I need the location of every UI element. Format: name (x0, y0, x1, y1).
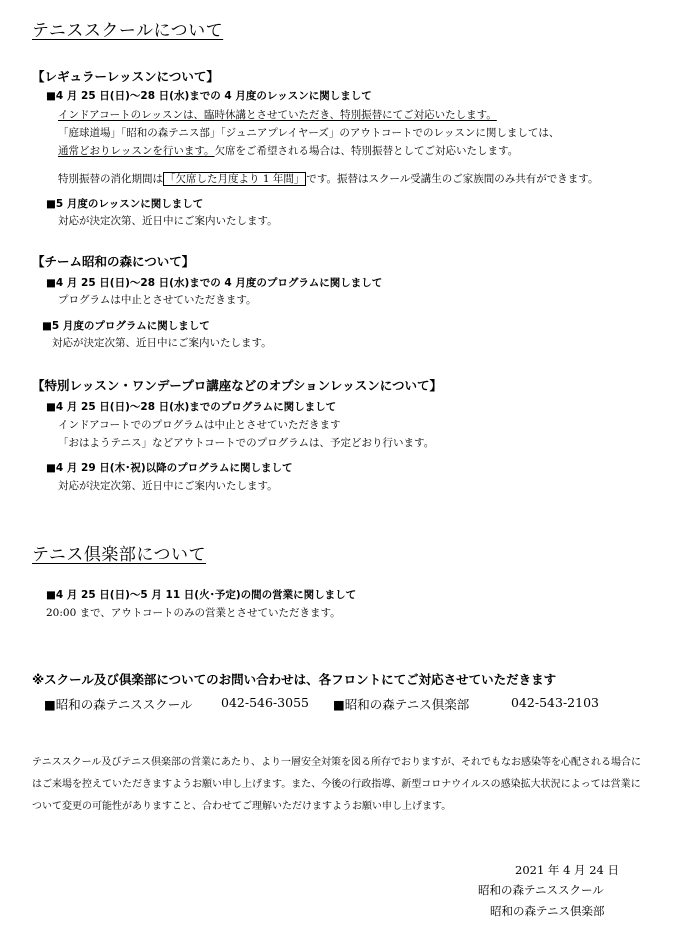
club-subheading: ■4 月 25 日(日)～5 月 11 日(火･予定)の間の営業に関しまして (46, 589, 357, 601)
contact-school-phone[interactable]: 042-546-3055 (221, 695, 309, 710)
regular-april-line4 (58, 171, 598, 186)
team-april-line: プログラムは中止とさせていただきます。 (58, 294, 257, 306)
transfer-period-highlight: 「欠席した月度より 1 年間」 (165, 173, 305, 185)
contact-club-name: ■昭和の森テニス倶楽部 (333, 697, 470, 712)
club-heading: テニス倶楽部について (32, 545, 206, 565)
regular-april-line3-rest: 欠席をご希望される場合は、特別振替としてご対応いたします。 (214, 145, 519, 157)
signature-club: 昭和の森テニス倶楽部 (490, 904, 605, 918)
regular-april-line3-underlined: 通常どおりレッスンを行います。 (58, 145, 215, 157)
option-april-subheading: ■4 月 25 日(日)～28 日(水)までのプログラムに関しまして (46, 401, 337, 413)
regular-may-line: 対応が決定次第、近日中にご案内いたします。 (58, 215, 278, 227)
option-april-line2: 「おはようテニス」などアウトコートでのプログラムは、予定どおり行います。 (58, 437, 435, 449)
team-may-subheading: ■5 月度のプログラムに関しまして (42, 320, 210, 332)
regular-april-line4-post: です。振替はスクール受講生のご家族間のみ共有ができます。 (306, 173, 599, 185)
regular-april-line2: 「庭球道場」「昭和の森テニス部」「ジュニアプレイヤーズ」のアウトコートでのレッスンに関しましては、 (58, 127, 560, 139)
regular-april-line4-pre: 特別振替の消化期間は (58, 173, 163, 185)
regular-april-line1: インドアコートのレッスンは、臨時休講とさせていただき、特別振替にてご対応いたします。 (58, 109, 497, 121)
regular-lesson-title: 【レギュラーレッスンについて】 (32, 69, 219, 84)
team-title: 【チーム昭和の森について】 (32, 254, 195, 269)
notice-paragraph: テニススクール及びテニス倶楽部の営業にあたり、より一層安全対策を図る所存でおりますが、それでもなお感染等を心配される場合にはご来場を控えていただきますようお願い申し上げます。また、今後の行政指導、新型コロナウイルスの感染拡大状況によっては営業について変更の可能性がありますこと、合わせてご理解いただけますようお願い申し上げます。 (32, 757, 641, 812)
team-may-line: 対応が決定次第、近日中にご案内いたします。 (52, 337, 272, 349)
contact-club-phone[interactable]: 042-543-2103 (511, 695, 599, 710)
contact-school-name: ■昭和の森テニススクール (44, 697, 193, 712)
option-title: 【特別レッスン・ワンデープロ講座などのオプションレッスンについて】 (32, 378, 442, 393)
club-line: 20:00 まで、アウトコートのみの営業とさせていただきます。 (46, 607, 341, 619)
signature-school: 昭和の森テニススクール (478, 883, 604, 897)
option-later-line: 対応が決定次第、近日中にご案内いたします。 (58, 480, 278, 492)
option-april-line1: インドアコートでのプログラムは中止とさせていただきます (58, 419, 341, 431)
regular-may-subheading: ■5 月度のレッスンに関しまして (46, 198, 204, 210)
signature-date: 2021 年 4 月 24 日 (515, 863, 619, 877)
regular-april-subheading: ■4 月 25 日(日)～28 日(水)までの 4 月度のレッスンに関しまして (46, 90, 372, 102)
team-april-subheading: ■4 月 25 日(日)～28 日(水)までの 4 月度のプログラムに関しまして (46, 277, 383, 289)
regular-april-line3 (58, 143, 518, 158)
school-heading: テニススクールについて (32, 21, 224, 41)
option-later-subheading: ■4 月 29 日(木･祝)以降のプログラムに関しまして (46, 462, 293, 474)
contact-title: ※スクール及び倶楽部についてのお問い合わせは、各フロントにてご対応させていただきます (32, 672, 557, 687)
